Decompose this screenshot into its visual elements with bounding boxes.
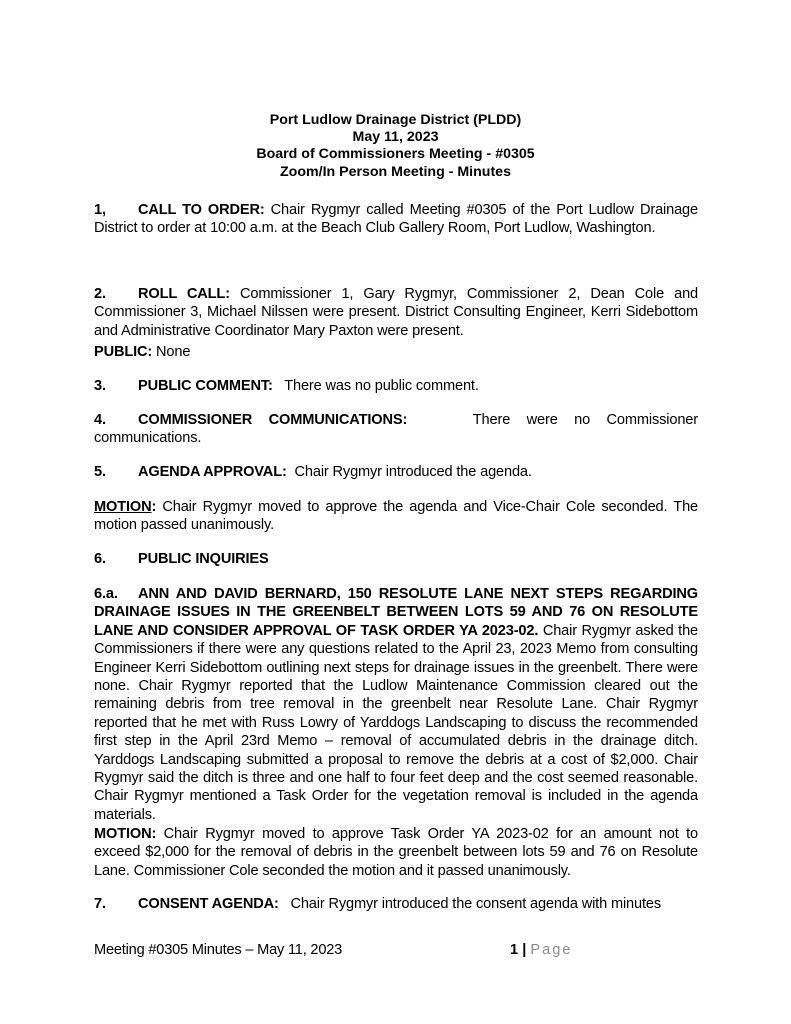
section-number: 6. bbox=[94, 551, 106, 567]
section-title: CONSENT AGENDA: bbox=[138, 896, 279, 912]
section-roll-call bbox=[94, 285, 698, 340]
motion-label: MOTION: bbox=[94, 826, 157, 842]
item-number: 6.a. bbox=[94, 586, 118, 602]
motion-text: Chair Rygmyr moved to approve the agenda and Vice-Chair Cole seconded. The motion passed unanimously. bbox=[94, 499, 699, 534]
section-title: PUBLIC INQUIRIES bbox=[138, 551, 269, 567]
section-agenda-approval bbox=[94, 463, 698, 481]
motion-task-order bbox=[94, 825, 698, 880]
section-text: There was no public comment. bbox=[284, 378, 479, 394]
section-public-comment bbox=[94, 377, 698, 395]
item-text: Chair Rygmyr asked the Commissioners if there were any questions related to the April 23, 2023 Memo from consulting Engineer Kerri Sidebottom outlining next steps for drainage issues in the greenbelt. There were none. Chair Rygmyr reported that the Ludlow Maintenance Commission cleared out the remaining debris from tree removal in the greenbelt near Resolute Lane. Chair Rygmyr reported that he met with Russ Lowry of Yarddogs Landscaping to discuss the recommended first step in the April 23rd Memo – removal of accumulated debris in the drainage ditch. Yarddogs Landscaping submitted a proposal to remove the debris at a cost of $2,000. Chair Rygmyr said the ditch is three and one half to four feet deep and the cost seemed reasonable. Chair Rygmyr mentioned a Task Order for the vegetation removal is included in the agenda materials. bbox=[94, 622, 699, 823]
section-call-to-order bbox=[94, 201, 698, 238]
motion-text: Chair Rygmyr moved to approve Task Order YA 2023-02 for an amount not to exceed $2,000 for the removal of debris in the greenbelt between lots 59 and 76 on Resolute Lane. Commissioner Cole seconded the motion and it passed unanimously. bbox=[94, 826, 698, 879]
section-title: AGENDA APPROVAL: bbox=[138, 464, 287, 480]
section-text: There were no Commissioner communications. bbox=[94, 412, 698, 447]
footer-page-indicator bbox=[510, 942, 572, 958]
header-meeting-title: Board of Commissioners Meeting - #0305 bbox=[256, 146, 535, 163]
header-meeting-type: Zoom/In Person Meeting - Minutes bbox=[280, 163, 511, 180]
section-title: CALL TO ORDER: bbox=[138, 202, 265, 218]
header-date: May 11, 2023 bbox=[352, 129, 439, 146]
section-title: ROLL CALL: bbox=[138, 286, 230, 302]
footer-meeting-label: Meeting #0305 Minutes – May 11, 2023 bbox=[94, 942, 343, 958]
section-text: Chair Rygmyr introduced the consent agenda with minutes bbox=[290, 896, 662, 912]
section-public-inquiries bbox=[94, 550, 698, 568]
motion-colon: : bbox=[151, 499, 157, 515]
section-commissioner-communications bbox=[94, 411, 698, 448]
page-number: 1 bbox=[510, 942, 519, 958]
section-text: Commissioner 1, Gary Rygmyr, Commissioner 2, Dean Cole and Commissioner 3, Michael Nilssen were present. District Consulting Engineer, Kerri Sidebottom and Administrative Coordinator Mary Paxton were present. bbox=[94, 286, 699, 339]
section-number: 1, bbox=[94, 202, 106, 218]
document-header bbox=[0, 112, 791, 181]
section-number: 5. bbox=[94, 464, 106, 480]
section-title: COMMISSIONER COMMUNICATIONS: bbox=[138, 412, 408, 428]
section-text: Chair Rygmyr introduced the agenda. bbox=[294, 464, 532, 480]
section-consent-agenda bbox=[94, 895, 698, 913]
section-number: 7. bbox=[94, 896, 106, 912]
motion-label: MOTION bbox=[94, 499, 152, 515]
section-number: 3. bbox=[94, 378, 106, 394]
section-title: PUBLIC COMMENT: bbox=[138, 378, 273, 394]
section-text: Chair Rygmyr called Meeting #0305 of the Port Ludlow Drainage District to order at 10:00 a.m. at the Beach Club Gallery Room, Port Ludlow, Washington. bbox=[94, 202, 698, 237]
item-title: ANN AND DAVID BERNARD, 150 RESOLUTE LANE NEXT STEPS REGARDING DRAINAGE ISSUES IN THE GREENBELT BETWEEN LOTS 59 AND 76 ON RESOLUTE LANE AND CONSIDER APPROVAL OF TASK ORDER YA 2023-02. bbox=[94, 586, 698, 639]
section-public bbox=[94, 343, 698, 361]
section-number: 2. bbox=[94, 286, 106, 302]
section-number: 4. bbox=[94, 412, 106, 428]
item-6a bbox=[94, 585, 698, 824]
section-text: None bbox=[156, 344, 191, 360]
page-separator: | bbox=[522, 942, 527, 958]
motion-agenda bbox=[94, 498, 698, 535]
page-word: Page bbox=[530, 942, 573, 958]
header-district-name: Port Ludlow Drainage District (PLDD) bbox=[269, 112, 522, 128]
section-title: PUBLIC: bbox=[94, 344, 153, 360]
